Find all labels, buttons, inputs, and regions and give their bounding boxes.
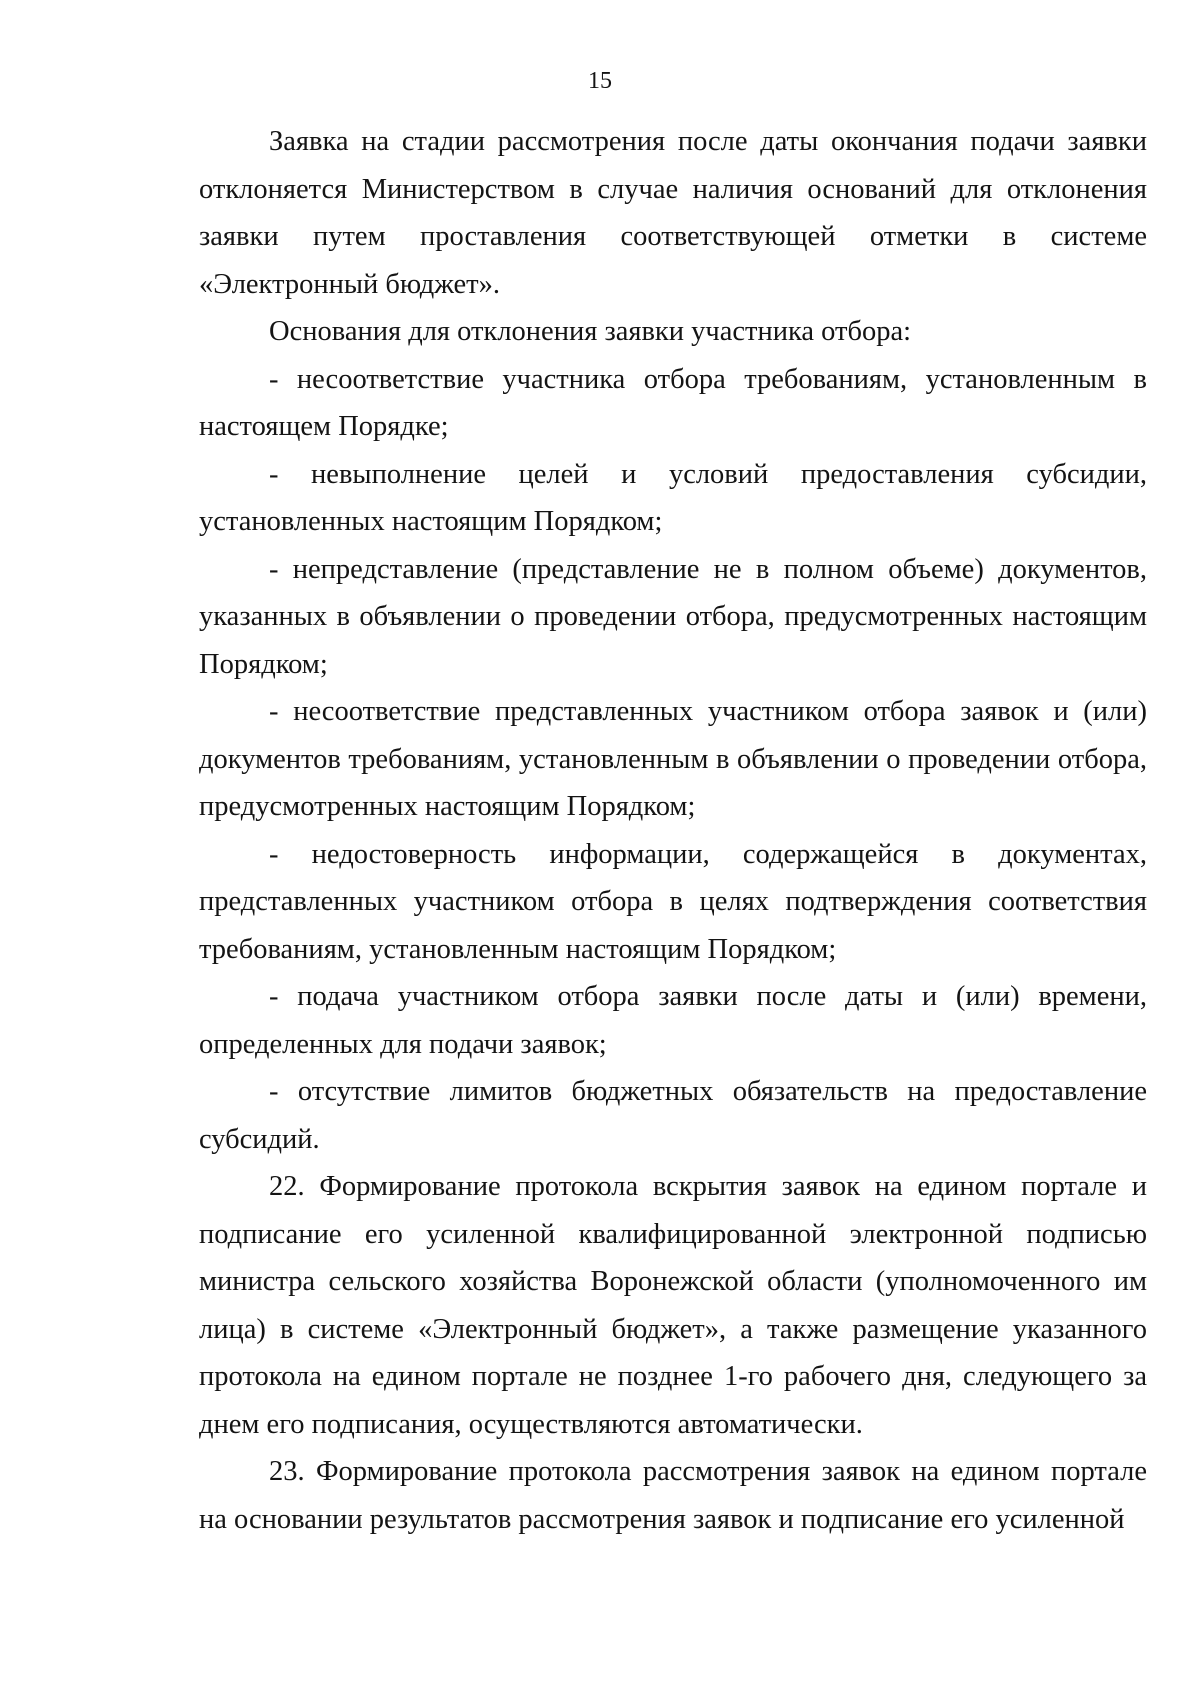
paragraph-rejection-stage: Заявка на стадии рассмотрения после даты окончания подачи заявки отклоняется Министерством в случае наличия оснований для отклонения заявки путем проставления соответствующей отметки в системе «Электронный бюджет». <box>199 126 1147 300</box>
paragraph-22-opening-protocol: 22. Формирование протокола вскрытия заявок на едином портале и подписание его усиленной квалифицированной электронной подписью министра сельского хозяйства Воронежской области (уполномоченного им лица) в системе «Электронный бюджет», а также размещение указанного протокола на едином портале не позднее 1-го рабочего дня, следующего за днем его подписания, осуществляются автоматически. <box>199 1171 1147 1440</box>
list-item-false-information: - недостоверность информации, содержащейся в документах, представленных участником отбора в целях подтверждения соответствия требованиям, установленным настоящим Порядком; <box>199 838 1147 965</box>
page-number: 15 <box>588 68 612 94</box>
paragraph-rejection-grounds-heading: Основания для отклонения заявки участника отбора: <box>269 316 912 347</box>
list-item-documents-noncompliance: - несоответствие представленных участником отбора заявок и (или) документов требованиям, установленным в объявлении о проведении отбора, предусмотренных настоящим Порядком; <box>199 696 1147 822</box>
document-body <box>199 118 1147 1543</box>
list-item-no-budget-limits: - отсутствие лимитов бюджетных обязательств на предоставление субсидий. <box>199 1076 1147 1155</box>
list-item-documents-not-submitted: - непредставление (представление не в полном объеме) документов, указанных в объявлении о проведении отбора, предусмотренных настоящим Порядком; <box>199 553 1147 680</box>
list-item-late-submission: - подача участником отбора заявки после даты и (или) времени, определенных для подачи заявок; <box>199 981 1147 1060</box>
list-item-goals-not-met: - невыполнение целей и условий предоставления субсидии, установленных настоящим Порядком; <box>199 458 1147 537</box>
list-item-participant-noncompliance: - несоответствие участника отбора требованиям, установленным в настоящем Порядке; <box>199 363 1147 442</box>
paragraph-23-review-protocol: 23. Формирование протокола рассмотрения заявок на едином портале на основании результатов рассмотрения заявок и подписание его усиленной <box>199 1456 1147 1535</box>
